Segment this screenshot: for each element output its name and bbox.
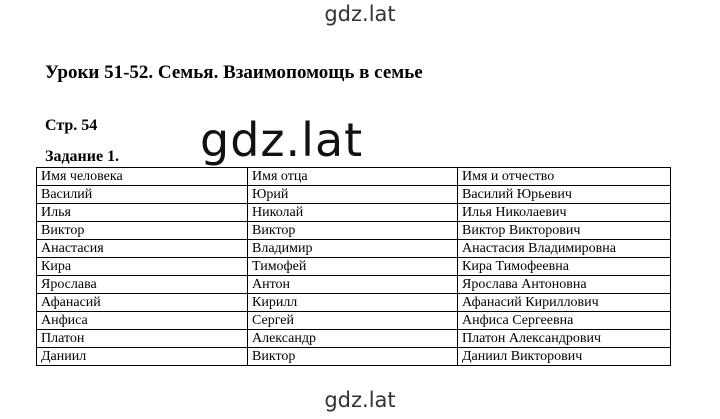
- cell-father-name: Сергей: [248, 312, 458, 330]
- cell-person-name: Анфиса: [37, 312, 248, 330]
- cell-father-name: Виктор: [248, 222, 458, 240]
- page-number: Стр. 54: [45, 117, 98, 134]
- cell-person-name: Василий: [37, 186, 248, 204]
- cell-father-name: Александр: [248, 330, 458, 348]
- header-father-name: Имя отца: [248, 168, 458, 186]
- table-row: [37, 222, 671, 240]
- watermark-middle: gdz.lat: [200, 113, 364, 167]
- header-person-name: Имя человека: [37, 168, 248, 186]
- cell-full-name: Афанасий Кириллович: [458, 294, 671, 312]
- cell-full-name: Илья Николаевич: [458, 204, 671, 222]
- table-row: [37, 240, 671, 258]
- table-row: [37, 330, 671, 348]
- cell-full-name: Кира Тимофеевна: [458, 258, 671, 276]
- table-row: [37, 258, 671, 276]
- cell-full-name: Виктор Викторович: [458, 222, 671, 240]
- cell-father-name: Кирилл: [248, 294, 458, 312]
- watermark-bottom: gdz.lat: [324, 388, 396, 412]
- cell-person-name: Афанасий: [37, 294, 248, 312]
- table-row: [37, 276, 671, 294]
- cell-person-name: Кира: [37, 258, 248, 276]
- cell-person-name: Ярослава: [37, 276, 248, 294]
- cell-full-name: Даниил Викторович: [458, 348, 671, 366]
- cell-father-name: Владимир: [248, 240, 458, 258]
- header-full-name: Имя и отчество: [458, 168, 671, 186]
- task-heading: Задание 1.: [45, 148, 120, 165]
- cell-full-name: Анфиса Сергеевна: [458, 312, 671, 330]
- table-row: [37, 186, 671, 204]
- cell-full-name: Ярослава Антоновна: [458, 276, 671, 294]
- cell-person-name: Даниил: [37, 348, 248, 366]
- cell-person-name: Платон: [37, 330, 248, 348]
- table-row: [37, 312, 671, 330]
- names-table: [36, 167, 671, 366]
- table-row: [37, 348, 671, 366]
- lesson-title: Уроки 51-52. Семья. Взаимопомощь в семье: [45, 62, 423, 83]
- cell-full-name: Василий Юрьевич: [458, 186, 671, 204]
- cell-person-name: Илья: [37, 204, 248, 222]
- table-header-row: [37, 168, 671, 186]
- cell-person-name: Анастасия: [37, 240, 248, 258]
- cell-full-name: Платон Александрович: [458, 330, 671, 348]
- cell-father-name: Тимофей: [248, 258, 458, 276]
- cell-father-name: Виктор: [248, 348, 458, 366]
- cell-father-name: Николай: [248, 204, 458, 222]
- cell-father-name: Юрий: [248, 186, 458, 204]
- table-row: [37, 294, 671, 312]
- cell-father-name: Антон: [248, 276, 458, 294]
- cell-person-name: Виктор: [37, 222, 248, 240]
- cell-full-name: Анастасия Владимировна: [458, 240, 671, 258]
- table-row: [37, 204, 671, 222]
- watermark-top: gdz.lat: [324, 2, 396, 26]
